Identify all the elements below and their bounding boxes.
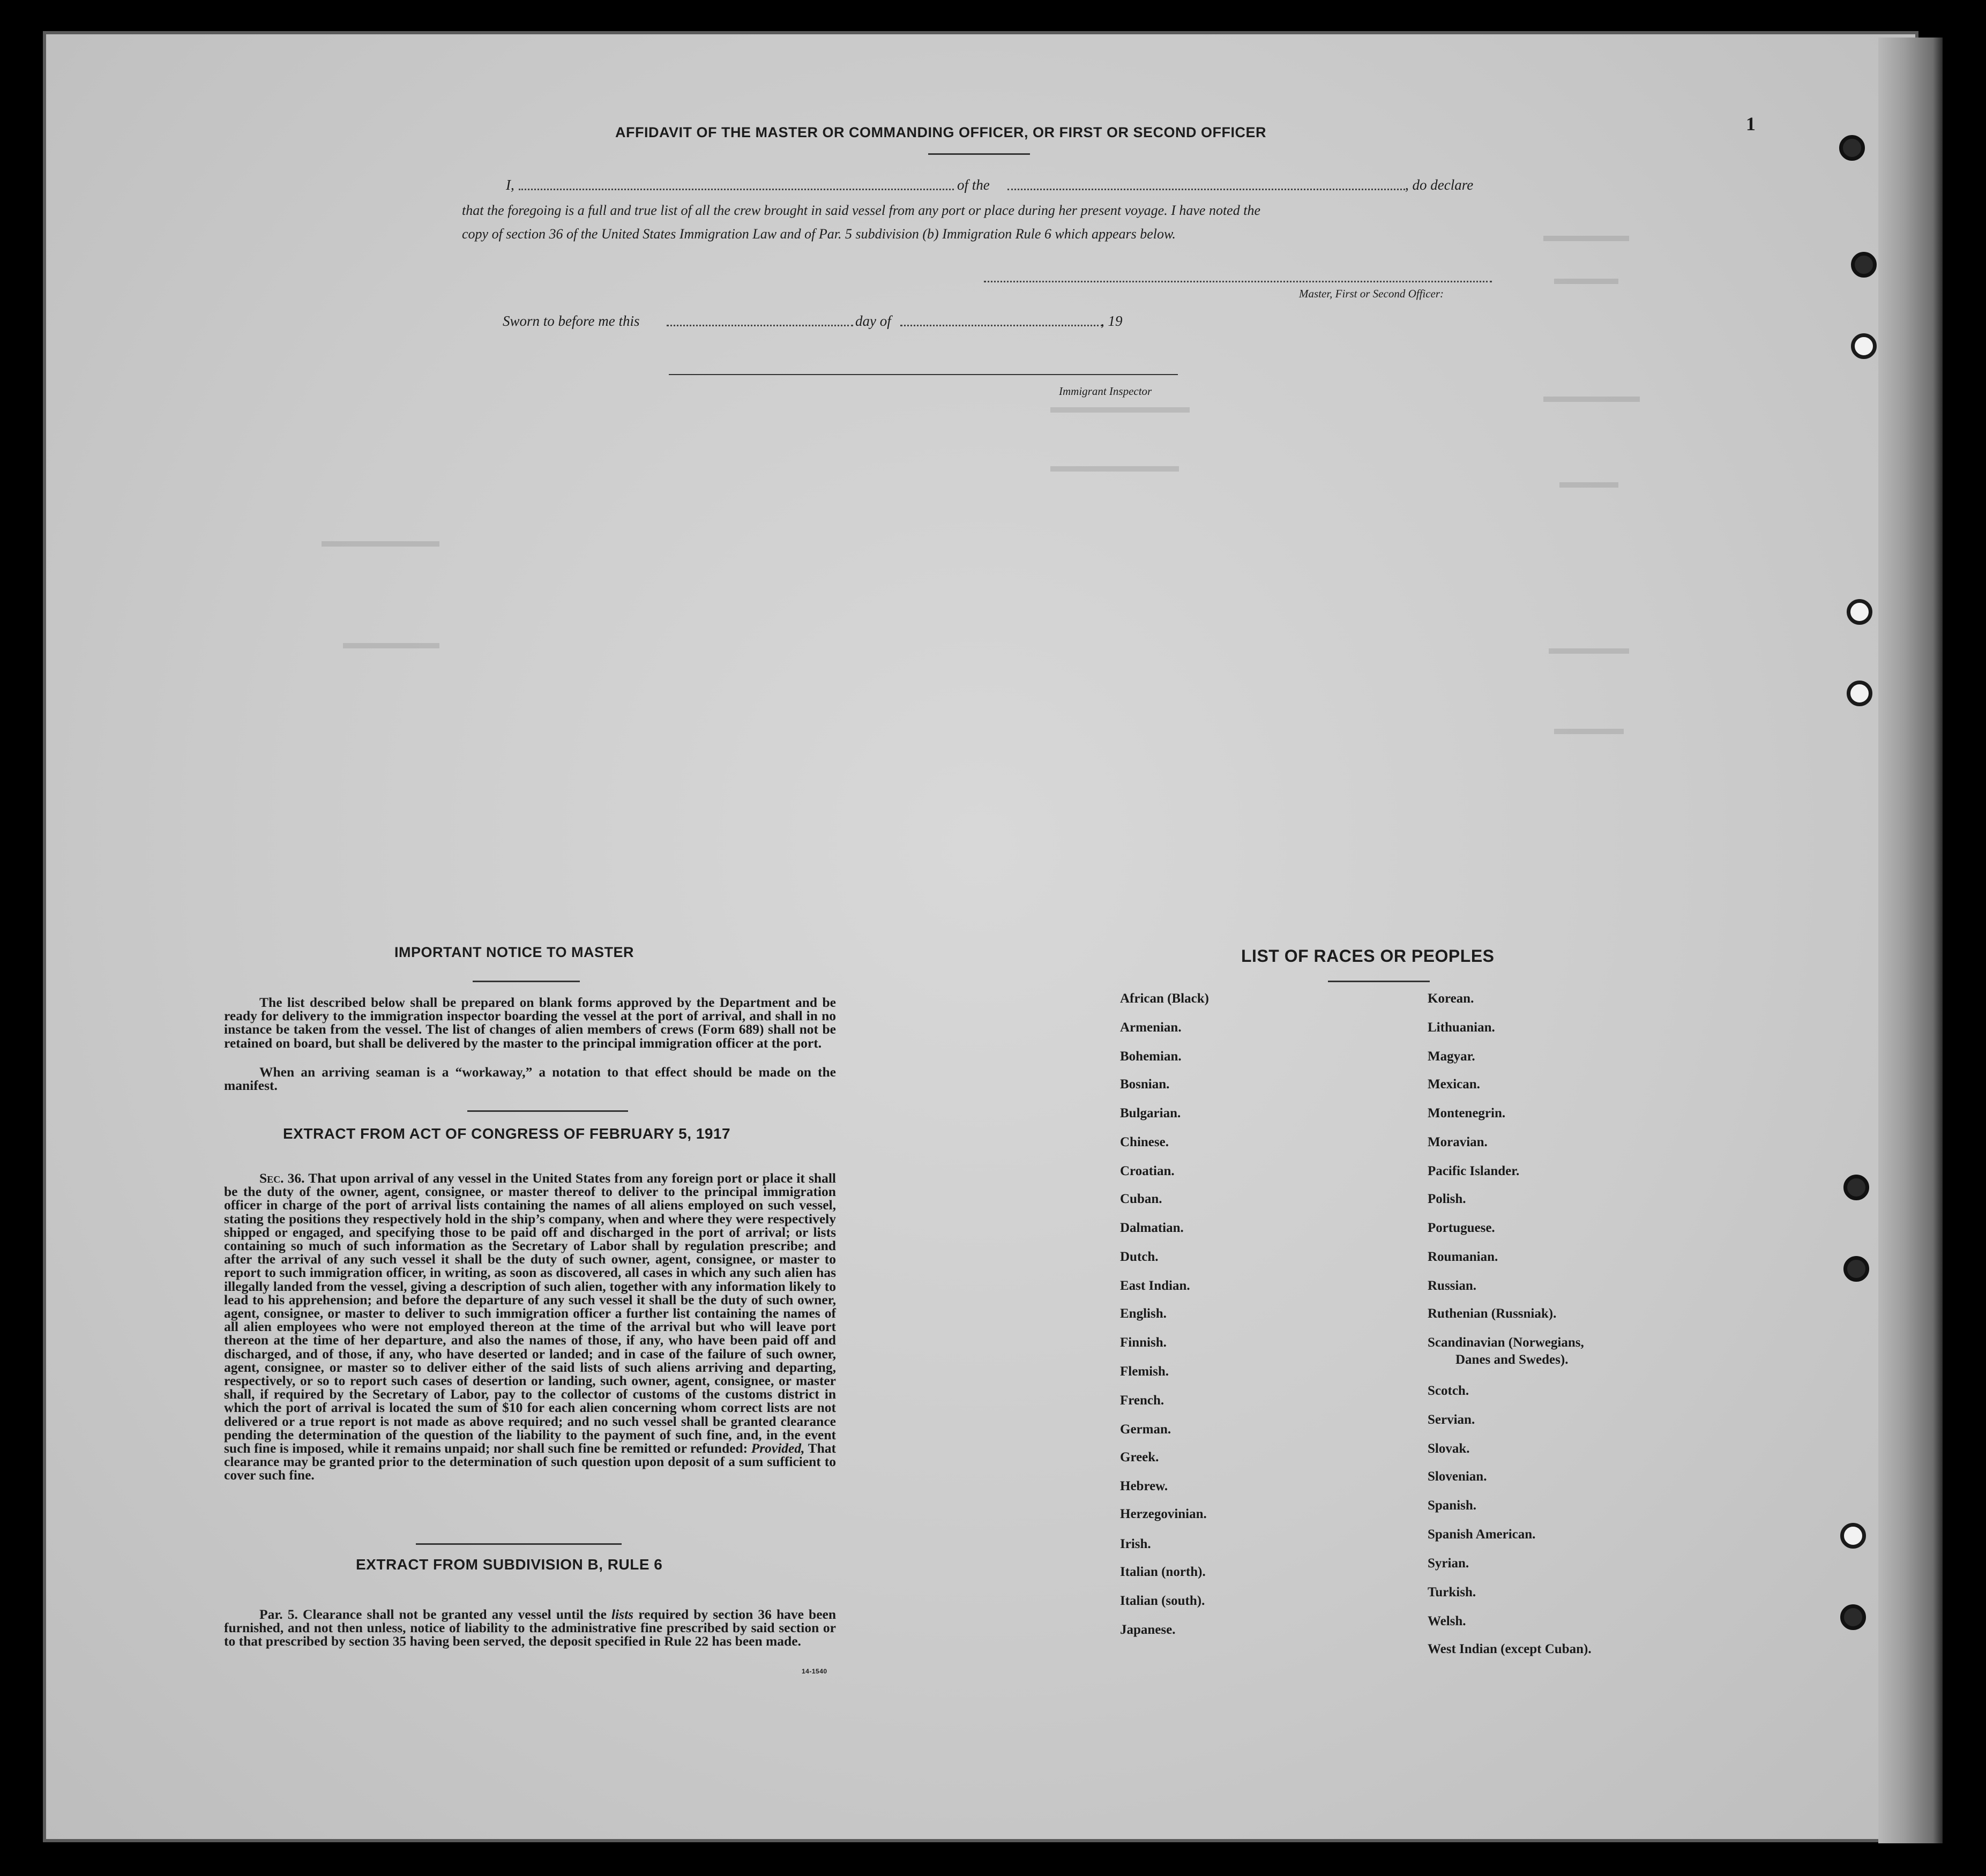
race-item: Cuban. (1120, 1192, 1162, 1206)
master-signature-line[interactable] (984, 281, 1492, 282)
race-item: Russian. (1428, 1279, 1477, 1293)
race-item: Magyar. (1428, 1049, 1475, 1064)
race-item: Greek. (1120, 1450, 1159, 1464)
race-item: Ruthenian (Russniak). (1428, 1306, 1557, 1321)
sec-label: Sec. 36. (259, 1170, 305, 1186)
race-item: Scandinavian (Norwegians, (1428, 1335, 1584, 1350)
race-item: Mexican. (1428, 1077, 1480, 1092)
race-item: Danes and Swedes). (1455, 1352, 1569, 1367)
inspector-signature-line[interactable] (669, 374, 1178, 375)
bleed-through-mark (1543, 236, 1629, 241)
race-item: Italian (north). (1120, 1565, 1206, 1579)
extract-act-text-a: That upon arrival of any vessel in the United States from any foreign port or place it shall be the duty of the owner, agent, consignee, or master thereof to deliver to the principal immigration officer in charge of the port of arrival lists containing the names of all aliens employed on such vessel, stating the positions they respectively hold in the ship’s company, when and where they were respectively shipped or engaged, and specifying those to be paid off and discharged in the port of arrival; or lists containing so much of such information as the Secretary of Labor shall by regulation prescribe; and after the arrival of any such vessel it shall be the duty of such owner, agent, consignee, or master to report to such immigration officer, in writing, as soon as discovered, all cases in which any such alien has illegally landed from the vessel, giving a description of such alien, together with any information likely to lead to his apprehension; and before the departure of any such vessel it shall be the duty of such owner, agent, consignee, or master to deliver to such immigration officer a further list containing the names of all alien employees who were not employed thereon at the time of the arrival but who will leave port thereon at the time of her departure, and also the names of those, if any, who have been paid off and discharged, and of those, if any, who have deserted or landed; and in case of the failure of such owner, agent, consignee, or master so to deliver either of the said lists of such aliens arriving and departing, respectively, or so to report such cases of desertion or landing, such owner, agent, consignee, or master shall, if required by the Secretary of Labor, pay to the collector of customs of the customs district in which the port of arrival is located the sum of $10 for each alien concerning whom correct lists are not delivered or a true report is not made as above required; and no such vessel shall be granted clearance pending the determination of the question of the liability to the payment of such fine, and, in the event such fine is imposed, while it remains unpaid; nor shall such fine be remitted or refunded: (224, 1170, 836, 1456)
race-item: Dalmatian. (1120, 1221, 1184, 1235)
sworn-prefix: Sworn to before me this (503, 313, 640, 329)
bleed-through-mark (1554, 279, 1618, 284)
race-item: Spanish American. (1428, 1527, 1536, 1542)
race-item: Lithuanian. (1428, 1020, 1495, 1035)
race-item: Welsh. (1428, 1614, 1466, 1628)
affidavit-title: AFFIDAVIT OF THE MASTER OR COMMANDING OFFICER, OR FIRST OR SECOND OFFICER (615, 124, 1266, 140)
binder-hole (1843, 1175, 1869, 1200)
race-item: Pacific Islander. (1428, 1164, 1520, 1178)
bleed-through-mark (1050, 407, 1190, 413)
bleed-through-mark (343, 643, 439, 648)
race-item: Slovenian. (1428, 1469, 1487, 1484)
binder-hole (1847, 599, 1872, 625)
affidavit-line1-i: I, (506, 177, 514, 193)
margin-mark: 1 (1746, 113, 1756, 134)
race-item: Slovak. (1428, 1441, 1470, 1456)
race-item: Herzegovinian. (1120, 1507, 1207, 1521)
race-item: French. (1120, 1393, 1164, 1408)
binder-hole (1843, 1256, 1869, 1282)
section-divider (416, 1543, 622, 1545)
race-item: West Indian (except Cuban). (1428, 1642, 1592, 1656)
notice-underline (473, 981, 580, 982)
title-underline (928, 153, 1030, 155)
binder-hole (1847, 681, 1872, 706)
race-item: Finnish. (1120, 1335, 1167, 1350)
affidavit-declare: , do declare (1405, 177, 1474, 193)
race-item: Polish. (1428, 1192, 1466, 1206)
sworn-year: , 19 (1101, 313, 1123, 329)
binder-hole (1840, 1604, 1866, 1630)
bleed-through-mark (1050, 466, 1179, 472)
vessel-field-line[interactable] (1007, 189, 1405, 190)
notice-para1: The list described below shall be prepared on blank forms approved by the Department and be ready for delivery to the immigration inspector boarding the vessel at the port of arrival, and shall in no instance be taken from the vessel. The list of changes of alien members of crews (Form 689) shall not be retained on board, but shall be delivered by the master to the principal immigration officer at the port. (224, 995, 836, 1051)
lists-word: lists (611, 1606, 634, 1622)
race-item: Italian (south). (1120, 1594, 1205, 1608)
notice-para2: When an arriving seaman is a “workaway,” a notation to that effect should be made on the manifest. (224, 1064, 836, 1094)
affidavit-line3: copy of section 36 of the United States Immigration Law and of Par. 5 subdivision (b) Immigration Rule 6 which appears below. (462, 226, 1176, 242)
race-item: Irish. (1120, 1537, 1151, 1551)
bleed-through-mark (1549, 648, 1629, 654)
master-signature-label: Master, First or Second Officer: (1299, 287, 1444, 300)
race-item: Armenian. (1120, 1020, 1182, 1035)
bleed-through-mark (1554, 729, 1624, 734)
race-item: Hebrew. (1120, 1479, 1168, 1493)
extract-rule-body (224, 1608, 836, 1648)
race-item: Syrian. (1428, 1556, 1469, 1571)
races-title: LIST OF RACES OR PEOPLES (1241, 946, 1495, 966)
race-item: Montenegrin. (1428, 1106, 1506, 1120)
bleed-through-mark (322, 541, 439, 547)
extract-act-text-b: That clearance may be granted prior to the determination of such question upon deposit of a sum sufficient to cover such fine. (224, 1440, 836, 1483)
race-item: Bohemian. (1120, 1049, 1182, 1064)
race-item: Croatian. (1120, 1164, 1175, 1178)
provided-word: Provided, (751, 1440, 805, 1456)
binder-hole (1839, 135, 1865, 161)
affidavit-line2: that the foregoing is a full and true list of all the crew brought in said vessel from any port or place during her present voyage. I have noted the (462, 203, 1260, 218)
binder-edge (1878, 38, 1943, 1843)
extract-act-title: EXTRACT FROM ACT OF CONGRESS OF FEBRUARY 5, 1917 (283, 1125, 731, 1142)
race-item: Bulgarian. (1120, 1106, 1181, 1120)
race-item: Turkish. (1428, 1585, 1476, 1600)
race-item: Flemish. (1120, 1364, 1169, 1379)
race-item: Korean. (1428, 991, 1474, 1006)
race-item: English. (1120, 1306, 1167, 1321)
section-divider (467, 1110, 628, 1112)
race-item: African (Black) (1120, 991, 1209, 1006)
affidavit-of-the: of the (957, 177, 990, 193)
race-item: Bosnian. (1120, 1077, 1170, 1092)
race-item: Scotch. (1428, 1384, 1469, 1398)
race-item: Roumanian. (1428, 1250, 1498, 1264)
notice-title: IMPORTANT NOTICE TO MASTER (394, 944, 634, 960)
race-item: Moravian. (1428, 1135, 1488, 1149)
extract-act-body (224, 1171, 836, 1482)
sworn-day-line[interactable] (667, 325, 853, 326)
form-number: 14-1540 (802, 1668, 827, 1675)
race-item: German. (1120, 1422, 1171, 1437)
document-sheet (43, 31, 1918, 1842)
races-underline (1328, 981, 1430, 982)
extract-rule-text-a: Par. 5. Clearance shall not be granted any vessel until the (259, 1606, 607, 1622)
race-item: Japanese. (1120, 1623, 1176, 1637)
race-item: Servian. (1428, 1412, 1475, 1427)
inspector-label: Immigrant Inspector (1059, 385, 1152, 398)
extract-rule-text-b: required by section 36 have been furnished, and not then unless, notice of liability to the administrative fine prescribed by said section or to that prescribed by section 35 having been served, the deposit specified in Rule 22 has been made. (224, 1606, 837, 1649)
sworn-month-line[interactable] (900, 325, 1103, 326)
sworn-day-of: day of (855, 313, 891, 329)
extract-rule-title: EXTRACT FROM SUBDIVISION B, RULE 6 (356, 1556, 663, 1573)
bleed-through-mark (1543, 397, 1640, 402)
binder-hole (1851, 252, 1877, 278)
race-item: Portuguese. (1428, 1221, 1495, 1235)
race-item: Chinese. (1120, 1135, 1169, 1149)
binder-hole (1851, 333, 1877, 359)
race-item: Spanish. (1428, 1498, 1477, 1513)
binder-hole (1840, 1523, 1866, 1549)
bleed-through-mark (1559, 482, 1618, 488)
name-field-line[interactable] (519, 189, 954, 190)
race-item: East Indian. (1120, 1279, 1190, 1293)
race-item: Dutch. (1120, 1250, 1159, 1264)
